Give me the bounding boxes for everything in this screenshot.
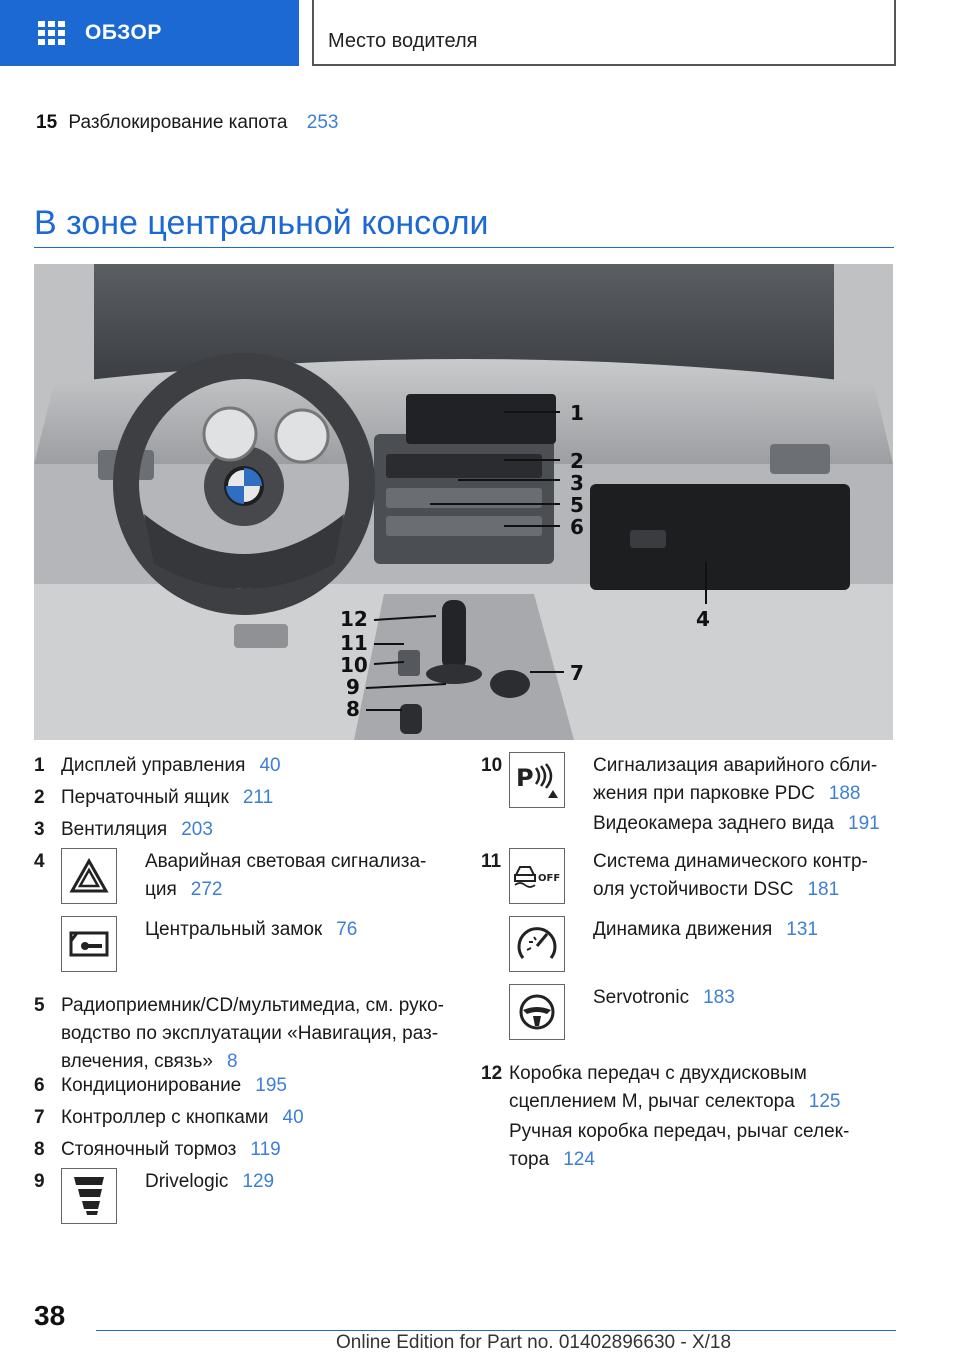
callout-7: 7 xyxy=(570,661,584,685)
list-item xyxy=(34,816,454,844)
item-number: 4 xyxy=(34,851,45,872)
item-text: Drivelogic xyxy=(145,1171,229,1192)
item-number: 7 xyxy=(34,1107,45,1128)
dsc-off-icon xyxy=(509,848,565,904)
item-text: Аварийная световая сигнализа- xyxy=(145,851,427,872)
item-text: Ручная коробка передач, рычаг селек- xyxy=(509,1121,850,1142)
page-link[interactable]: 124 xyxy=(563,1149,595,1170)
driving-dynamics-icon xyxy=(509,916,565,972)
list-item xyxy=(34,752,454,780)
list-item xyxy=(481,916,893,976)
section-heading: В зоне центральной консоли xyxy=(34,204,489,242)
page-link[interactable]: 272 xyxy=(190,879,223,900)
list-item xyxy=(34,784,454,812)
item-text: Система динамического контр- xyxy=(593,851,868,872)
item-text: жения при парковке PDC xyxy=(593,783,815,804)
off-label: OFF xyxy=(538,873,561,884)
callout-10: 10 xyxy=(340,653,368,677)
list-item xyxy=(34,916,454,976)
item-text: Стояночный тормоз xyxy=(61,1139,237,1160)
tab-label: ОБЗОР xyxy=(85,21,162,44)
item-text: ция xyxy=(145,879,177,900)
callout-2: 2 xyxy=(570,449,584,473)
callout-8: 8 xyxy=(346,697,360,721)
overview-tab[interactable] xyxy=(0,0,299,66)
item-text: Контроллер с кнопками xyxy=(61,1107,269,1128)
item-number: 12 xyxy=(481,1063,503,1084)
list-item xyxy=(34,1072,454,1100)
section-title-box xyxy=(312,0,896,66)
callout-1: 1 xyxy=(570,401,584,425)
callout-3: 3 xyxy=(570,471,584,495)
item-text: Коробка передач с двухдисковым xyxy=(509,1063,807,1084)
item-text: Servotronic xyxy=(593,987,690,1008)
page-link[interactable]: 8 xyxy=(226,1051,238,1072)
page-link[interactable]: 181 xyxy=(807,879,840,900)
page-header xyxy=(0,0,960,66)
item-text: Сигнализация аварийного сбли- xyxy=(593,755,878,776)
item-number: 10 xyxy=(481,755,503,776)
callout-11: 11 xyxy=(340,631,368,655)
item-text: влечения, связь» xyxy=(61,1051,213,1072)
callout-5: 5 xyxy=(570,493,584,517)
item-text: тора xyxy=(509,1149,550,1170)
page-number: 38 xyxy=(34,1300,66,1331)
item-text: Дисплей управления xyxy=(61,755,246,776)
list-item xyxy=(481,752,893,842)
list-item xyxy=(34,848,454,908)
item-number: 15 xyxy=(36,112,58,133)
item-text: Перчаточный ящик xyxy=(61,787,229,808)
page-link[interactable]: 195 xyxy=(255,1075,287,1096)
page-link[interactable]: 191 xyxy=(848,813,880,834)
page-link[interactable]: 183 xyxy=(703,987,735,1008)
page-link[interactable]: 129 xyxy=(242,1171,275,1192)
drivelogic-icon xyxy=(61,1168,117,1224)
callout-9: 9 xyxy=(346,675,360,699)
footer-text: Online Edition for Part no. 01402896630 - X/18 xyxy=(336,1332,732,1353)
list-item xyxy=(34,1168,454,1228)
list-item xyxy=(481,848,893,908)
hazard-warning-icon xyxy=(61,848,117,904)
list-item xyxy=(481,984,893,1044)
page-link[interactable]: 76 xyxy=(336,919,358,940)
page-link[interactable]: 119 xyxy=(250,1139,281,1160)
left-item-list xyxy=(34,752,454,1232)
servotronic-icon xyxy=(509,984,565,1040)
page-link[interactable]: 188 xyxy=(828,783,861,804)
central-lock-icon xyxy=(61,916,117,972)
cockpit-illustration xyxy=(34,264,893,740)
item-text: Динамика движения xyxy=(593,919,773,940)
list-item xyxy=(34,992,454,1076)
page-link[interactable]: 40 xyxy=(259,755,281,776)
item-text: Кондиционирование xyxy=(61,1075,242,1096)
list-item xyxy=(34,1136,454,1164)
svg-text:P: P xyxy=(516,764,534,792)
page-link[interactable]: 203 xyxy=(181,819,213,840)
item-text: Радиоприемник/CD/мультимедиа, см. руко- xyxy=(61,995,444,1016)
item-number: 1 xyxy=(34,755,45,776)
page-link[interactable]: 131 xyxy=(786,919,818,940)
item-text: Видеокамера заднего вида xyxy=(593,813,834,834)
right-item-list xyxy=(481,752,893,1172)
item-number: 5 xyxy=(34,995,45,1016)
callout-6: 6 xyxy=(570,515,584,539)
page-link[interactable]: 211 xyxy=(242,787,274,808)
item-text: Вентиляция xyxy=(61,819,168,840)
item-text: Разблокирование капота xyxy=(68,112,288,133)
callout-12: 12 xyxy=(340,607,368,631)
item-number: 11 xyxy=(481,851,502,872)
section-title: Место водителя xyxy=(328,30,478,52)
list-item xyxy=(34,1104,454,1132)
item-number: 2 xyxy=(34,787,45,808)
item-text: Центральный замок xyxy=(145,919,323,940)
item-number: 8 xyxy=(34,1139,45,1160)
footer-divider xyxy=(96,1330,896,1331)
list-item xyxy=(36,112,338,134)
callout-4: 4 xyxy=(696,607,710,631)
item-number: 6 xyxy=(34,1075,45,1096)
page-link[interactable]: 125 xyxy=(808,1091,841,1112)
page-link[interactable]: 40 xyxy=(282,1107,304,1128)
page-link[interactable]: 253 xyxy=(306,112,339,133)
item-text: оля устойчивости DSC xyxy=(593,879,794,900)
grid-menu-icon xyxy=(38,21,66,45)
item-text: сцеплением M, рычаг селектора xyxy=(509,1091,795,1112)
item-number: 3 xyxy=(34,819,45,840)
item-text: водство по эксплуатации «Навигация, раз- xyxy=(61,1023,439,1044)
list-item xyxy=(481,1060,893,1180)
heading-divider xyxy=(34,247,894,248)
item-number: 9 xyxy=(34,1171,45,1192)
pdc-icon xyxy=(509,752,565,808)
